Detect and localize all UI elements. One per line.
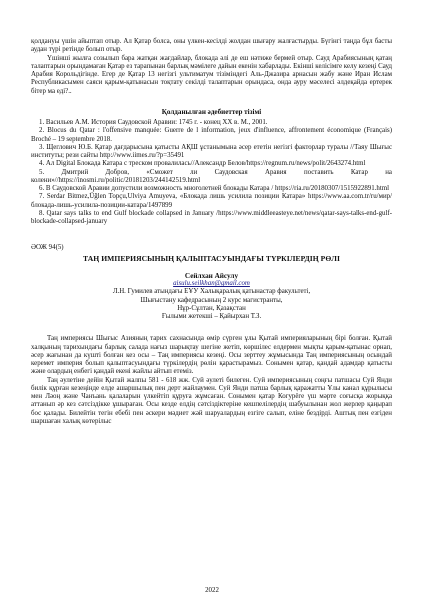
body-paragraph: Таң әулетіне дейін Қытай жалпы 581 - 618 жж. Суй әулеті билеген. Суй империясының соңғы патшасы Суй Янди билік құрған кезеңінде елде ашаршылық пен дерт жайлаумен. Суй Янди патша барлық қаражатты Ұлы канал құрылысы мен Ләоң және Чанъань қалаларын үлкейтіп құруға жұмсаған. Сонымен қатар Когурёге үш мәрте соғысқа жорыққа аттанып әр кез сәтсіздікке ұшыраған. Осы кезде елдің сәтсіздіктеріне кешпелілердің шабуылынан жол жерлер қаңырап бос қалады. Билейтін тегін ебебі пен әскери мәдиет жәй шаруалардың езгіге салып, еліне бездірді. Аштық пен езгіден шаршаған халық көтерілыс <box>31 376 392 425</box>
udc-code: ӘОЖ 94(5) <box>31 244 64 252</box>
article-body <box>31 335 392 426</box>
author-email-link[interactable]: aisulu.seilkhan@gmail.com <box>173 280 250 287</box>
affiliation-line: Л.Н. Гумилев атындағы ЕҰУ Халықаралық қатынастар факультеті, <box>112 288 311 296</box>
body-paragraph: Үшінші жылға созылып бара жатқан жағдайлар, блокада әлі де еш нәтиже бермей отыр. Сауд Арабиясының қатаң талаптарын орындамаған Қатар ез тарапынан барлық мәмілеге дайын екенін хабарлады. Екінші келісімге келу кезеңі Сауд Арабия Корольдігінде. Егер де Қатар 13 негізгі ультиматум тізіміндегі Аль-Джазира арнасын жабу және Иран Ислам Республикасымен саяси қарым-қатынасын тоқтату секілді талаптарын орындаса, онда ауру мәселесі әлдеқайда ертерек бітер ма еді?.. <box>31 54 392 95</box>
reference-item: 3. Щеглович Ю.Б. Қатар дағдарысына қатысты АҚШ ұстанымына әсер ететін негізгі факторлар туралы //Таяу Шығыс институты; рези сайты http://www.iimes.ru/?p=35491 <box>31 143 392 159</box>
body-paragraph: қолдануы үшін айыптап отыр. Ал Қатар болса, оны үлкен-кесілді жолдан шығару жалғастырды. Бүгінгі таңда бұл басты аудан түрі ретінде болып отыр. <box>31 38 392 54</box>
affiliation-line: Шығыстану кафедрасының 2 курс магистранты, <box>140 296 283 304</box>
reference-item: 6. В Саудовской Аравии допустили возможность многолетней блокады Катара / https://ria.ru/20180307/1515922891.html <box>39 185 390 192</box>
references-heading: Қолданылған әдебиеттер тізімі <box>161 107 262 116</box>
reference-item: 4. Ал Digital Блокада Катара с треском провалилась//Александр Белов/https://regnum.ru/news/polit/2643274.html <box>39 160 366 168</box>
reference-item: 1. Васильев А.М. История Саудовской Аравии: 1745 г. - конец XX в. М., 2001. <box>39 119 268 126</box>
affiliation-line: Ғылыми жетекші – Қайырхан Т.З. <box>161 313 262 320</box>
reference-item: 8. Qatar says talks to end Gulf blockade collapsed in January /https://www.middleeasteye.net/news/qatar-says-talks-end-gulf-blockade-collapsed-january <box>31 209 392 225</box>
affiliation-line: Нұр-Сұлтан, Қазақстан <box>177 304 246 312</box>
article-title: ТАҢ ИМПЕРИЯСЫНЫҢ ҚАЛЫПТАСУЫНДАҒЫ ТҮРКІЛЕРДІҢ РӨЛІ <box>83 253 340 263</box>
body-paragraph: Таң империясы Шығыс Азияның тарих сахнасында өмір сүрген ұлы Қытай империяларының бірі болған. Қытай халқының тарихындағы барлық салада нағыз шарықтау шегіне жетіп, көршілес елдермен мықты қарым-қатынас орнап, әсер жағынан да күшті болған кез осы – Таң империясы кезеңі. Осы зерттеу жұмысында Таң империясының осындай керемет империя болып қалыптасуындағы түркілердің рөлін қарастырамыз. Сонымен қатар, қандай адамдар қатысты және олардың енбегі қандай екені жайлы айтып етеміз. <box>31 335 392 376</box>
reference-item: 7. Serdar Bitmez,Üğlen Topçu,Ulviya Amuyeva, «Блокада лишь усилила позиции Катара» https://www.aa.com.tr/ru/мир/блокада-лишь-усилила-позиции-катара/1497899 <box>31 193 392 209</box>
references-list <box>31 119 392 226</box>
document-page <box>31 38 392 426</box>
author-name: Сейлхан Айсулу <box>184 271 239 280</box>
page-number: 2022 <box>205 587 219 594</box>
reference-item: 5. Дмитрий Добров, «Сможет ли Саудовская Аравия поставить Катар на колени»//https://inosmi.ru/politic/20181203/244142519.html <box>31 168 392 184</box>
reference-item: 2. Blocus du Qatar : l'offensive manquée: Guerre de l information, jeux d'influence, affrontement économique (Français) Broché – 19 septembre 2018. <box>31 127 392 143</box>
